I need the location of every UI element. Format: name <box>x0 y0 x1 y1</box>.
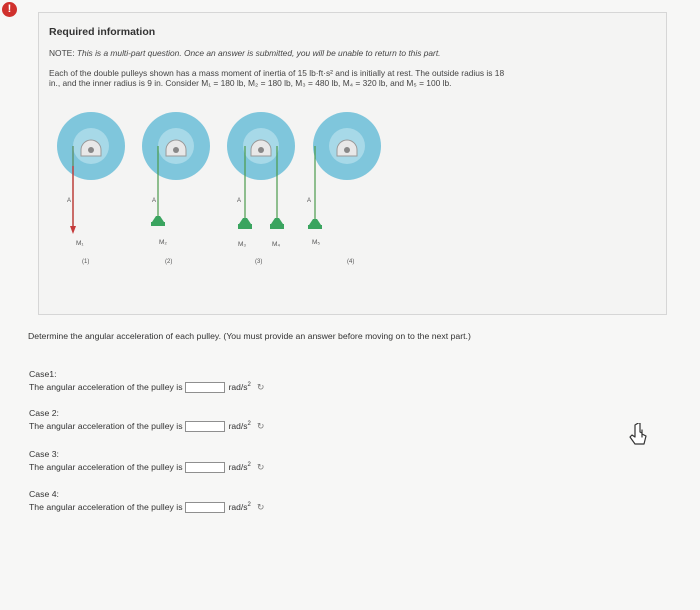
case-4-label: Case 4: <box>29 489 59 499</box>
case-1-unit: rad/$s^2$ <box>228 382 251 392</box>
block-m2 <box>152 216 164 222</box>
reset-icon[interactable]: ↻ <box>256 420 265 431</box>
note-body: This is a multi-part question. Once an answer is submitted, you will be unable to return to this part. <box>76 48 441 58</box>
required-information-panel <box>38 12 667 315</box>
label-a4: A <box>307 198 312 204</box>
case-2-answer-input[interactable] <box>185 421 225 432</box>
question-text: Determine the angular acceleration of each pulley. (You must provide an answer before moving on to the next part.) <box>28 331 471 341</box>
alert-icon: ! <box>2 2 17 17</box>
label-m2: M₂ <box>159 239 167 246</box>
reset-icon[interactable]: ↻ <box>256 501 265 512</box>
reset-icon[interactable]: ↻ <box>256 381 265 392</box>
problem-statement <box>49 68 649 88</box>
mouse-cursor-icon <box>627 423 649 449</box>
label-a2: A <box>152 198 157 204</box>
label-case-3: (3) <box>255 259 263 265</box>
label-case-2: (2) <box>165 259 173 265</box>
case-4-unit: rad/$s^2$ <box>228 502 251 512</box>
case-2-label: Case 2: <box>29 408 59 418</box>
note-text <box>49 48 649 59</box>
block-m4 <box>271 218 283 224</box>
label-case-1: (1) <box>82 259 90 265</box>
label-m4: M₄ <box>272 241 281 248</box>
pulley-4 <box>307 112 381 265</box>
case-3-label: Case 3: <box>29 449 59 459</box>
block-m5 <box>309 219 321 225</box>
case-4 <box>29 488 264 514</box>
reset-icon[interactable]: ↻ <box>256 461 265 472</box>
case-1-prompt: The angular acceleration of the pulley is <box>29 382 183 392</box>
case-1 <box>29 368 264 394</box>
case-2-unit: rad/$s^2$ <box>228 421 251 431</box>
note-prefix: NOTE: <box>49 48 75 58</box>
case-3-prompt: The angular acceleration of the pulley is <box>29 462 183 472</box>
case-3-unit: rad/$s^2$ <box>228 462 251 472</box>
required-information-title: Required information <box>49 26 156 38</box>
label-m5: M₅ <box>312 239 321 246</box>
problem-line-1: Each of the double pulleys shown has a mass moment of inertia of 15 lb·ft·s² and is initially at rest. The outside radius is 18 <box>49 68 505 78</box>
pulley-figure <box>51 106 391 281</box>
case-2 <box>29 407 264 433</box>
case-4-prompt: The angular acceleration of the pulley is <box>29 502 183 512</box>
pulley-3 <box>227 112 295 265</box>
case-3 <box>29 448 264 474</box>
case-2-prompt: The angular acceleration of the pulley is <box>29 421 183 431</box>
case-1-label: Case1: <box>29 369 57 379</box>
case-4-answer-input[interactable] <box>185 502 225 513</box>
label-m3: M₃ <box>238 241 247 248</box>
pulley-1 <box>57 112 125 265</box>
label-case-4: (4) <box>347 259 355 265</box>
pulley-2 <box>142 112 210 265</box>
case-1-answer-input[interactable] <box>185 382 225 393</box>
label-a1: A <box>67 198 72 204</box>
label-a3: A <box>237 198 242 204</box>
block-m3 <box>239 218 251 224</box>
label-m1: M₁ <box>76 240 84 247</box>
case-3-answer-input[interactable] <box>185 462 225 473</box>
problem-line-2: in., and the inner radius is 9 in. Consider M₁ = 180 lb, M₂ = 180 lb, M₃ = 480 lb, M₄ = 320 lb, and M₅ = 100 lb. <box>49 78 452 88</box>
